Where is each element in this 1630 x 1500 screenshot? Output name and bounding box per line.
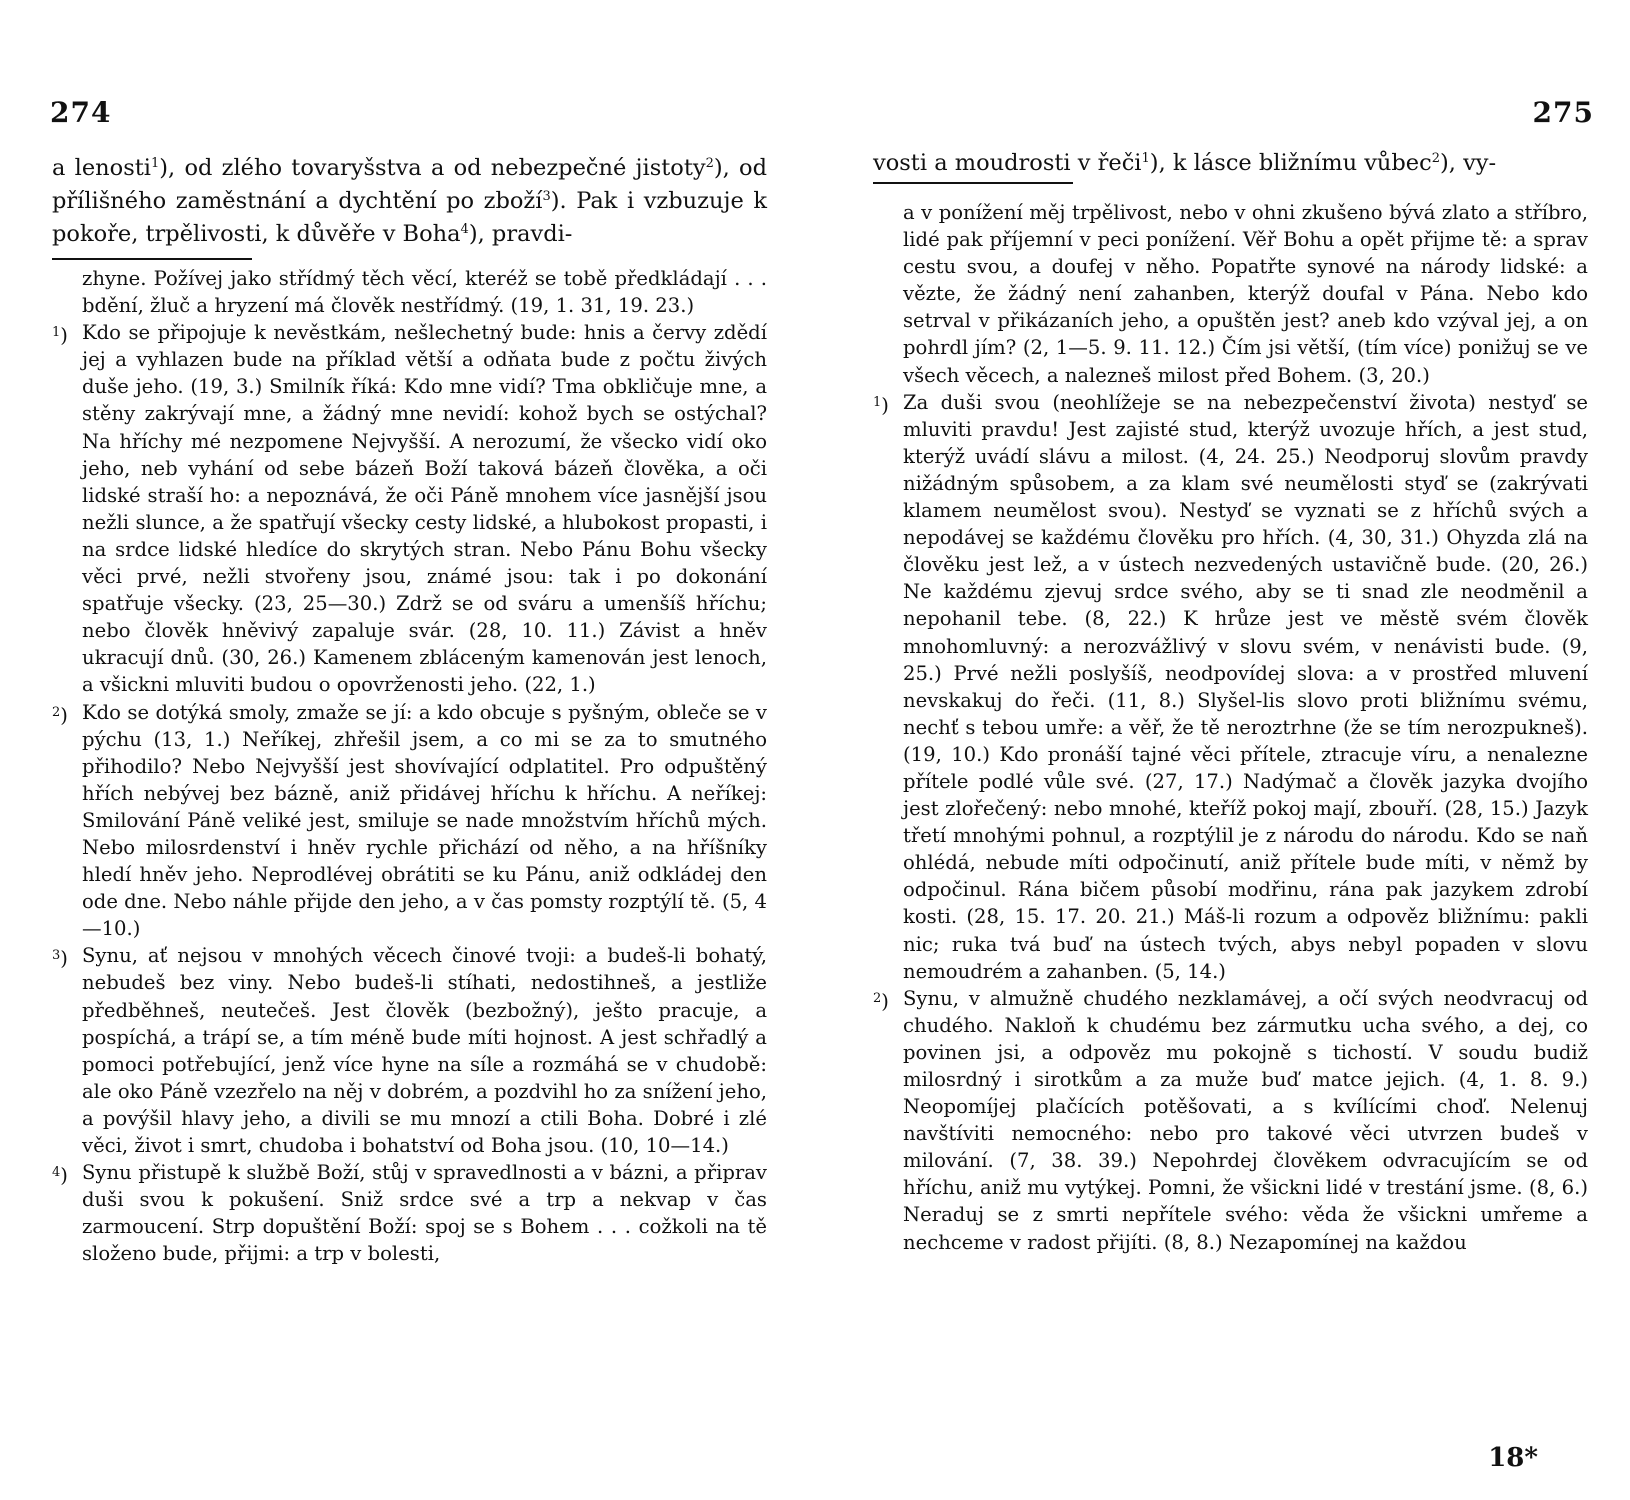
footnote-marker: $^4$): [52, 1164, 68, 1188]
main-text-segment: ), od přílišného zaměstnání a dychtění po zboží: [52, 155, 767, 214]
footnote-marker: $^3$): [52, 947, 68, 971]
footnote-reference: 4: [460, 222, 469, 237]
main-text-segment: a lenosti: [52, 155, 151, 181]
footnote-reference: 2: [1431, 151, 1441, 166]
right-page: [873, 0, 1594, 1500]
footnote-1: [52, 319, 767, 698]
footnotes: [52, 265, 767, 1267]
main-text: [52, 152, 767, 251]
footnotes: [873, 199, 1588, 1256]
main-text-segment: vosti a moudrosti v řeči: [873, 150, 1142, 176]
footnote-marker: $^1$): [873, 393, 889, 417]
footnote-reference: 1: [151, 156, 160, 171]
footnote-reference: 1: [1141, 151, 1150, 166]
footnote-4: [52, 1159, 767, 1267]
footnote-reference: 2: [705, 156, 714, 171]
main-text-segment: ), vy-: [1440, 150, 1497, 176]
footnote-3: [52, 942, 767, 1159]
footnote-text: Synu přistupě k službě Boží, stůj v spravedlnosti a v bázni, a připrav duši svou k pokušení. Sniž srdce své a trp a nekvap v čas zarmoucení. Strp dopuštění Boží: spoj se s Bohem . . . cožkoli na tě složeno bude, přijmi: a trp v bolesti,: [82, 1161, 767, 1266]
main-text: [873, 147, 1588, 180]
footnote-continuation: zhyne. Požívej jako střídmý těch věcí, kteréž se tobě předkládají . . . bdění, žluč a hryzení má člověk nestřídmý. (19, 1. 31, 19. 23.): [82, 267, 767, 318]
footnote-separator: [52, 258, 252, 260]
footnote-text: Kdo se připojuje k nevěstkám, nešlechetný bude: hnis a červy zdědí jej a vyhlazen bude na příklad větší a odňata bude z počtu živých duše jeho. (19, 3.) Smilník říká: Kdo mne vidí? Tma obkličuje mne, a stěny zakrývají mne, a žádný mne nevidí: kohož bych se ostýchal? Na hříchy mé nezpomene Nejvyšší. A nerozumí, že všecko vidí oko jeho, neb vyhání od sebe bázeň Boží taková bázeň člověka, a oči lidské straší ho: a nepoznává, že oči Páně mnohem více jasnější jsou nežli slunce, a že spatřují všecky cesty lidské, a hlubokost propasti, i na srdce lidské hledíce do skrytých stran. Nebo Pánu Bohu všecky věci prvé, nežli stvořeny jsou, známé jsou: tak i po dokonání spatřuje všecky. (23, 25—30.) Zdrž se od sváru a umenšíš hříchu; nebo člověk hněvivý zapaluje svár. (28, 10. 11.) Závist a hněv ukracují dnů. (30, 26.) Kamenem zbláceným kamenován jest lenoch, a všickni mluviti budou o opovrženosti jeho. (22, 1.): [82, 321, 767, 697]
footnote-text: Kdo se dotýká smoly, zmaže se jí: a kdo obcuje s pyšným, obleče se v pýchu (13, 1.) Neříkej, zhřešil jsem, a co mi se za to smutného přihodilo? Nebo Nejvyšší jest shovívající odplatitel. Pro odpuštěný hřích nebývej bez bázně, aniž přidávej hříchu k hříchu. A neříkej: Smilování Páně veliké jest, smiluje se nade množstvím hříchů mých. Nebo milosrdenství i hněv rychle přichází od něho, a na hříšníky hledí hněv jeho. Neprodlévej obrátiti se ku Pánu, aniž odkládej den ode dne. Nebo náhle přijde den jeho, a v čas pomsty rozptýlí tě. (5, 4—10.): [82, 700, 767, 941]
footnote-reference: 3: [542, 189, 551, 204]
footnote-marker: $^1$): [52, 324, 68, 348]
main-text-segment: ), od zlého tovaryšstva a od nebezpečné jistoty: [159, 155, 706, 181]
footnote-2: [873, 985, 1588, 1256]
page-number: 274: [50, 96, 112, 129]
footnote-1: [873, 389, 1588, 985]
footnote-continuation: a v ponížení měj trpělivost, nebo v ohni zkušeno bývá zlato a stříbro, lidé pak příjemní v peci ponížení. Věř Bohu a opět přijme tě: a sprav cestu svou, a doufej v něho. Popatřte synové na národy lidské: a vězte, že žádný není zahanben, kterýž doufal v Pána. Nebo kdo setrval v přikázaních jeho, a opuštěn jest? aneb kdo vzýval jej, a on pohrdl jím? (2, 1—5. 9. 11. 12.) Čím jsi větší, (tím více) ponižuj se ve všech věcech, a nalezneš milost před Bohem. (3, 20.): [903, 201, 1588, 387]
main-text-segment: ), k lásce bližnímu vůbec: [1149, 150, 1432, 176]
footnote-separator: [873, 182, 1073, 184]
page-number: 275: [1532, 96, 1594, 129]
main-text-segment: ). Pak i vzbuzuje k pokoře, trpělivosti, k důvěře v Boha: [52, 188, 767, 247]
footnote-text: Synu, v almužně chudého nezklamávej, a očí svých neodvracuj od chudého. Nakloň k chudému bez zármutku ucha svého, a dej, co povinen jsi, a odpověz mu pokojně s tichostí. V soudu budiž milosrdný i sirotkům a za muže buď matce jejich. (4, 1. 8. 9.) Neopomíjej plačících potěšovati, a s kvílícími choď. Nelenuj navštíviti nemocného: nebo pro takové věci utvrzen budeš v milování. (7, 38. 39.) Nepohrdej člověkem odvracujícím se od hříchu, aniž mu vytýkej. Pomni, že všickni lidé v trestání jsme. (8, 6.) Neraduj se z smrti nepřítele svého: věda že všickni umřeme a nechceme v radost přijíti. (8, 8.) Nezapomínej na každou: [903, 986, 1588, 1254]
left-page: [52, 0, 767, 1500]
footnote-text: Synu, ať nejsou v mnohých věcech činové tvoji: a budeš-li bohatý, nebudeš bez viny. Nebo budeš-li stíhati, nedostihneš, a jestliže předběhneš, neutečeš. Jest člověk (bezbožný), ješto pracuje, a pospíchá, a trápí se, a tím méně bude míti hojnost. A jest schřadlý a pomoci potřebující, jenž více hyne na síle a rozmáhá se v chudobě: ale oko Páně vzezřelo na něj v dobrém, a pozdvihl ho za snížení jeho, a povýšil hlavy jeho, a divili se mu mnozí a ctili Boha. Dobré i zlé věci, život i smrt, chudoba i bohatství od Boha jsou. (10, 10—14.): [82, 944, 767, 1157]
footnote-marker: $^2$): [52, 703, 68, 727]
footnote-2: [52, 699, 767, 943]
footnote-text: Za duši svou (neohlížeje se na nebezpečenství života) nestyď se mluviti pravdu! Jest zajisté stud, kterýž uvozuje hřích, a jest stud, kterýž uvádí slávu a milost. (4, 24. 25.) Neodporuj slovům pravdy nižádným spůsobem, a za klam své neumělosti styď se (zakrývati klamem neumělost svou). Nestyď se vyznati se z hříchů svých a nepodávej se každému člověku pro hřích. (4, 30, 31.) Ohyzda zlá na člověku jest lež, a v ústech nezvedených ustavičně bude. (20, 26.) Ne každému zjevuj srdce svého, aby se ti snad zle neodměnil a nepohanil tebe. (8, 22.) K hrůze jest ve městě svém člověk mnohomluvný: a nerozvážlivý v slovu svém, v nenávisti bude. (9, 25.) Prvé nežli poslyšíš, neodpovídej slova: a v prostřed mluvení nevskakuj do řeči. (11, 8.) Slyšel-lis slovo proti bližnímu svému, nechť s tebou umře: a věř, že tě neroztrhne (že se tím nerozpukneš). (19, 10.) Kdo pronáší tajné věci přítele, ztracuje víru, a nenalezne přítele podlé vůle své. (27, 17.) Nadýmač a člověk jazyka dvojího jest zlořečený: nebo mnohé, kteříž pokoj mají, zbouří. (28, 15.) Jazyk třetí mnohými pohnul, a rozptýlil je z národu do národu. Kdo se naň ohlédá, nebude míti odpočinutí, aniž přítele bude míti, v němž by odpočinul. Rána bičem působí modřinu, rána pak jazykem zdrobí kosti. (28, 15. 17. 20. 21.) Máš-li rozum a odpověz bližnímu: pakli nic; ruka tvá buď na ústech tvých, abys nebyl popaden v slovu nemoudrém a zahanben. (5, 14.): [903, 390, 1588, 983]
printer-signature: 18*: [1488, 1443, 1538, 1473]
main-text-segment: ), pravdi-: [468, 221, 573, 247]
footnote-marker: $^2$): [873, 989, 889, 1013]
